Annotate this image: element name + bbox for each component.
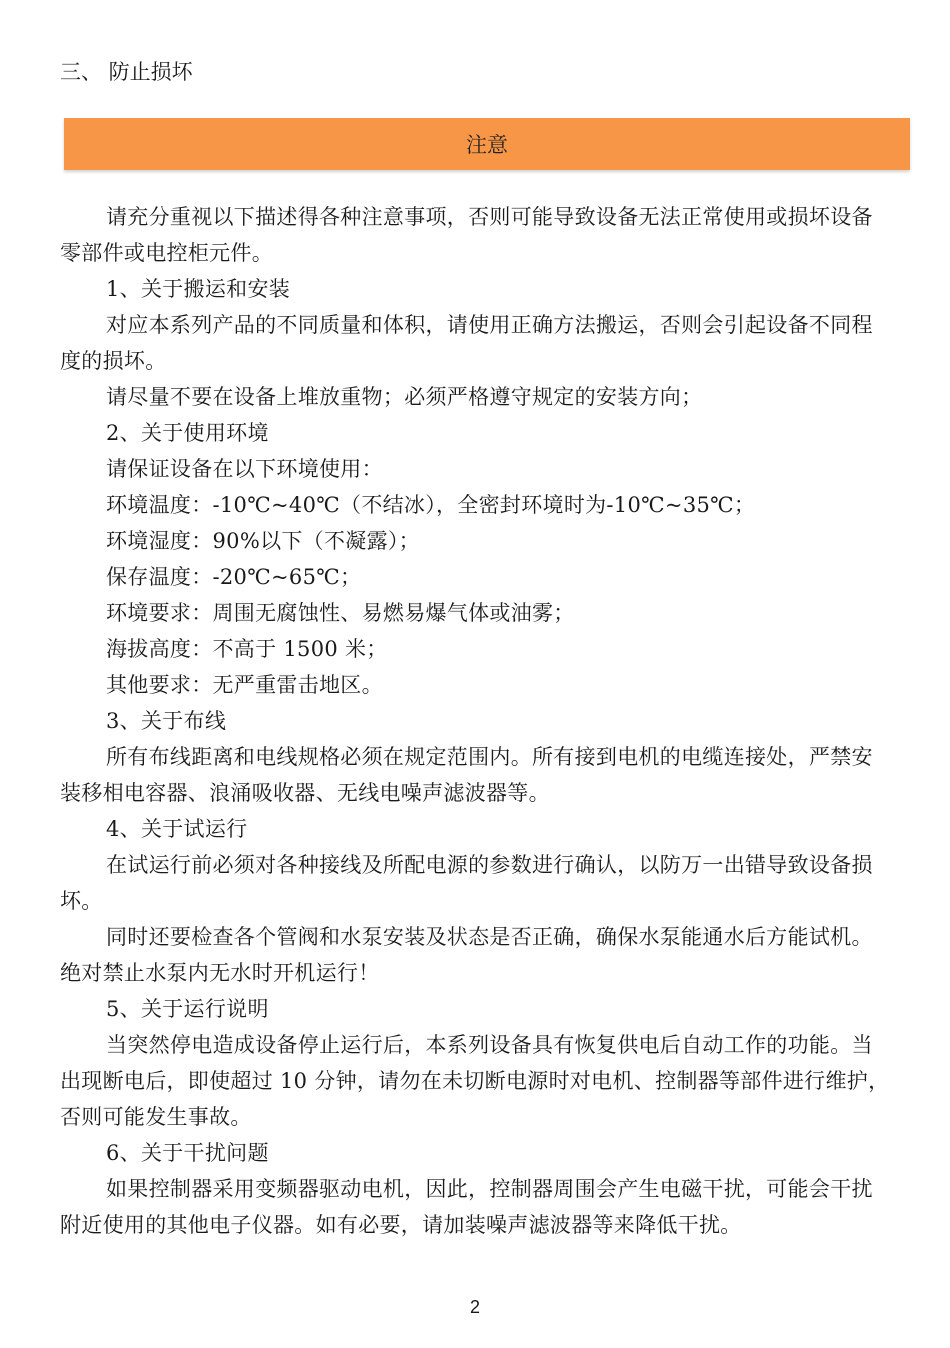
paragraph: 在试运行前必须对各种接线及所配电源的参数进行确认，以防万一出错导致设备损坏。 (60, 853, 873, 913)
heading-operation: 5、关于运行说明 (106, 997, 269, 1021)
heading-trial-run: 4、关于试运行 (106, 817, 248, 841)
spec-environment: 环境要求：周围无腐蚀性、易燃易爆气体或油雾； (106, 601, 575, 625)
section-title: 三、 防止损坏 (60, 60, 193, 84)
paragraph: 所有布线距离和电线规格必须在规定范围内。所有接到电机的电缆连接处，严禁安装移相电容器、浪涌吸收器、无线电噪声滤波器等。 (60, 745, 873, 805)
spec-humidity: 环境湿度：90%以下（不凝露）； (106, 529, 420, 553)
paragraph: 如果控制器采用变频器驱动电机，因此，控制器周围会产生电磁干扰，可能会干扰附近使用的其他电子仪器。如有必要，请加装噪声滤波器等来降低干扰。 (60, 1177, 873, 1237)
intro-paragraph: 请充分重视以下描述得各种注意事项，否则可能导致设备无法正常使用或损坏设备零部件或电控柜元件。 (60, 205, 873, 265)
body-text (60, 199, 892, 1243)
heading-transport: 1、关于搬运和安装 (106, 277, 291, 301)
spec-altitude: 海拔高度：不高于 1500 米； (106, 637, 388, 661)
heading-interference: 6、关于干扰问题 (106, 1141, 269, 1165)
spec-storage-temperature: 保存温度：-20℃~65℃； (106, 565, 362, 589)
page-number: 2 (469, 1297, 480, 1317)
notice-label: 注意 (466, 133, 508, 157)
spec-other: 其他要求：无严重雷击地区。 (106, 673, 383, 697)
paragraph: 请尽量不要在设备上堆放重物；必须严格遵守规定的安装方向； (106, 385, 703, 409)
spec-temperature: 环境温度：-10℃~40℃（不结冰），全密封环境时为-10℃~35℃； (106, 493, 756, 517)
notice-banner (64, 118, 910, 170)
paragraph: 对应本系列产品的不同质量和体积，请使用正确方法搬运，否则会引起设备不同程度的损坏。 (60, 313, 873, 373)
heading-wiring: 3、关于布线 (106, 709, 227, 733)
paragraph: 同时还要检查各个管阀和水泵安装及状态是否正确，确保水泵能通水后方能试机。绝对禁止水泵内无水时开机运行！ (60, 925, 873, 985)
heading-environment: 2、关于使用环境 (106, 421, 269, 445)
paragraph: 请保证设备在以下环境使用： (106, 457, 383, 481)
paragraph: 当突然停电造成设备停止运行后，本系列设备具有恢复供电后自动工作的功能。当出现断电后，即使超过 10 分钟，请勿在未切断电源时对电机、控制器等部件进行维护，否则可能发生事故。 (60, 1033, 890, 1129)
